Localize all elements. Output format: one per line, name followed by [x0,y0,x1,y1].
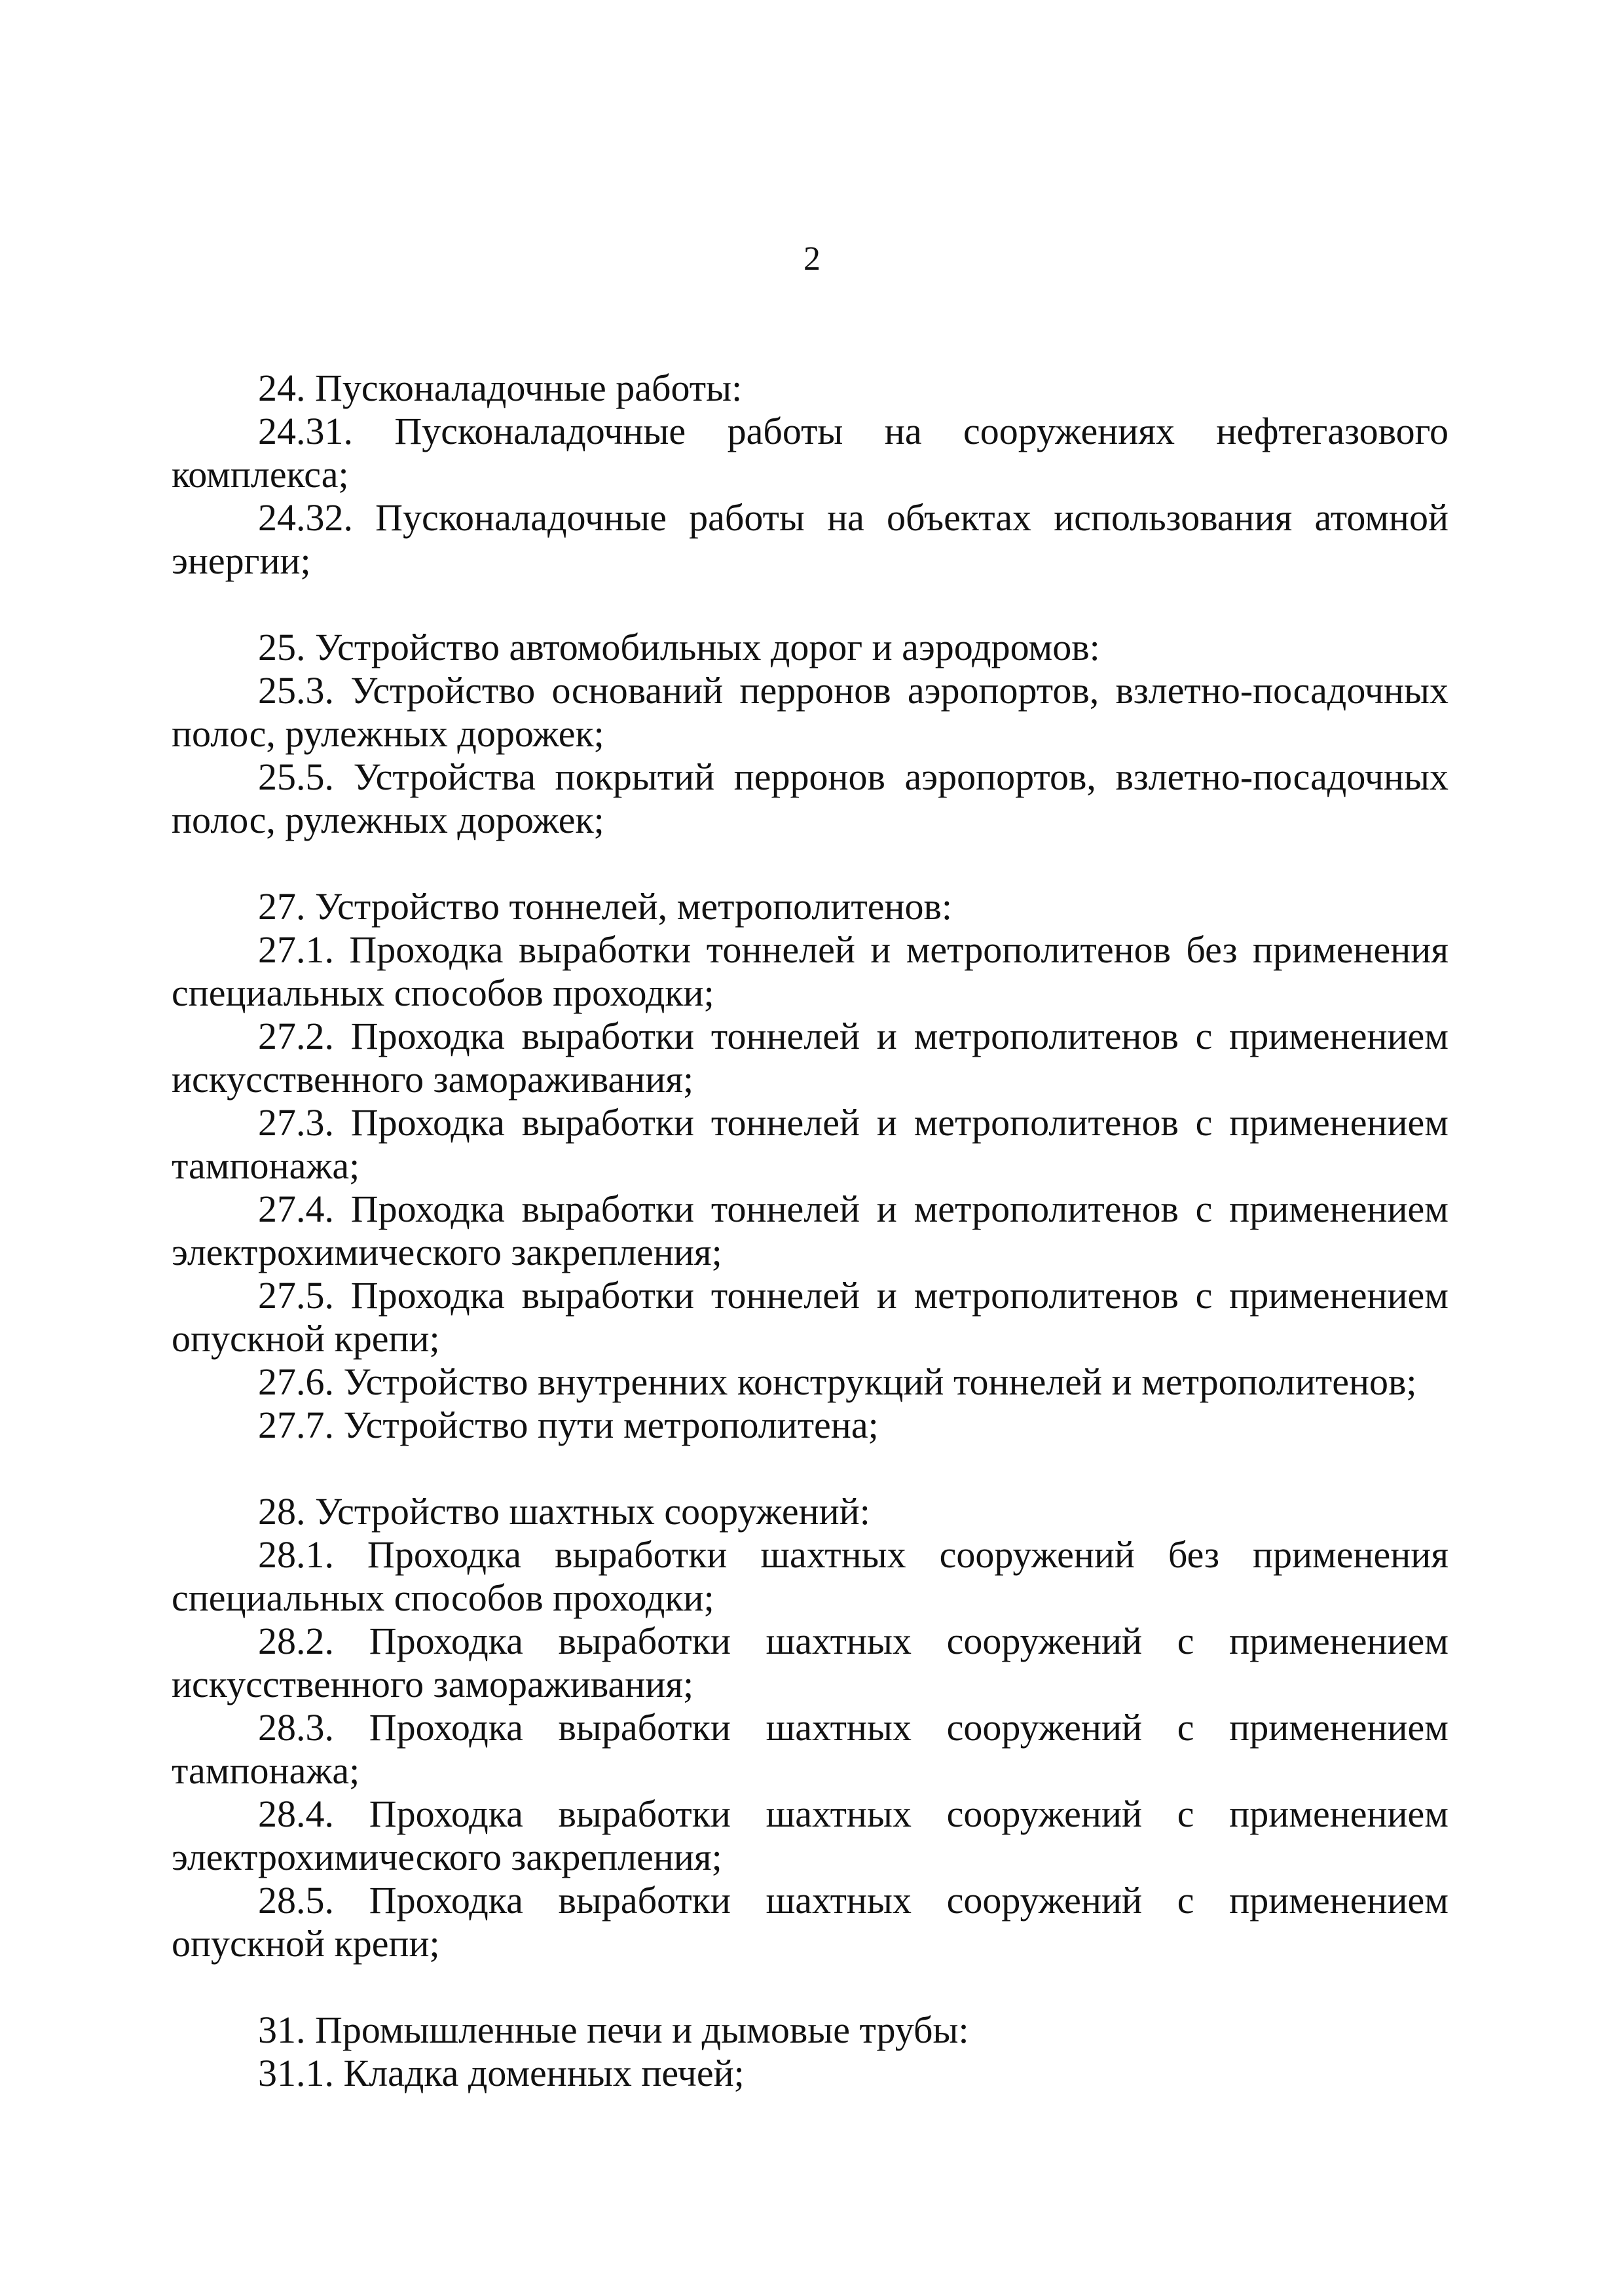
list-item: 31.1. Кладка доменных печей; [258,2052,745,2094]
section-title: 31. Промышленные печи и дымовые трубы: [258,2009,969,2051]
section-25 [172,626,1449,842]
list-item: 24.31. Пусконаладочные работы на сооружениях нефтегазового комплекса; [172,410,1449,496]
list-item: 28.5. Проходка выработки шахтных сооружений с применением опускной крепи; [172,1879,1449,1965]
list-item: 28.1. Проходка выработки шахтных сооружений без применения специальных способов проходки; [172,1533,1449,1619]
page-number: 2 [803,240,821,278]
list-item: 27.7. Устройство пути метрополитена; [258,1404,879,1446]
section-title: 25. Устройство автомобильных дорог и аэродромов: [258,626,1100,668]
list-item: 28.4. Проходка выработки шахтных сооружений с применением электрохимического закрепления; [172,1793,1449,1878]
section-27 [172,885,1449,1447]
section-title: 24. Пусконаладочные работы: [258,367,743,409]
list-item: 25.5. Устройства покрытий перронов аэропортов, взлетно-посадочных полос, рулежных дорожек; [172,756,1449,841]
section-28 [172,1490,1449,1965]
list-item: 28.2. Проходка выработки шахтных сооружений с применением искусственного замораживания; [172,1620,1449,1705]
list-item: 27.4. Проходка выработки тоннелей и метрополитенов с применением электрохимического закрепления; [172,1188,1449,1273]
list-item: 27.2. Проходка выработки тоннелей и метрополитенов с применением искусственного замораживания; [172,1015,1449,1101]
list-item: 27.5. Проходка выработки тоннелей и метрополитенов с применением опускной крепи; [172,1274,1449,1360]
section-24 [172,367,1449,583]
list-item: 27.3. Проходка выработки тоннелей и метрополитенов с применением тампонажа; [172,1101,1449,1187]
section-31 [172,2009,1449,2095]
section-title: 28. Устройство шахтных сооружений: [258,1490,870,1533]
section-title: 27. Устройство тоннелей, метрополитенов: [258,885,953,928]
list-item: 25.3. Устройство оснований перронов аэропортов, взлетно-посадочных полос, рулежных дорожек; [172,669,1449,755]
list-item: 24.32. Пусконаладочные работы на объектах использования атомной энергии; [172,496,1449,582]
list-item: 27.1. Проходка выработки тоннелей и метрополитенов без применения специальных способов проходки; [172,928,1449,1014]
list-item: 28.3. Проходка выработки шахтных сооружений с применением тампонажа; [172,1706,1449,1792]
list-item: 27.6. Устройство внутренних конструкций тоннелей и метрополитенов; [258,1360,1417,1403]
document-body [172,367,1449,2138]
